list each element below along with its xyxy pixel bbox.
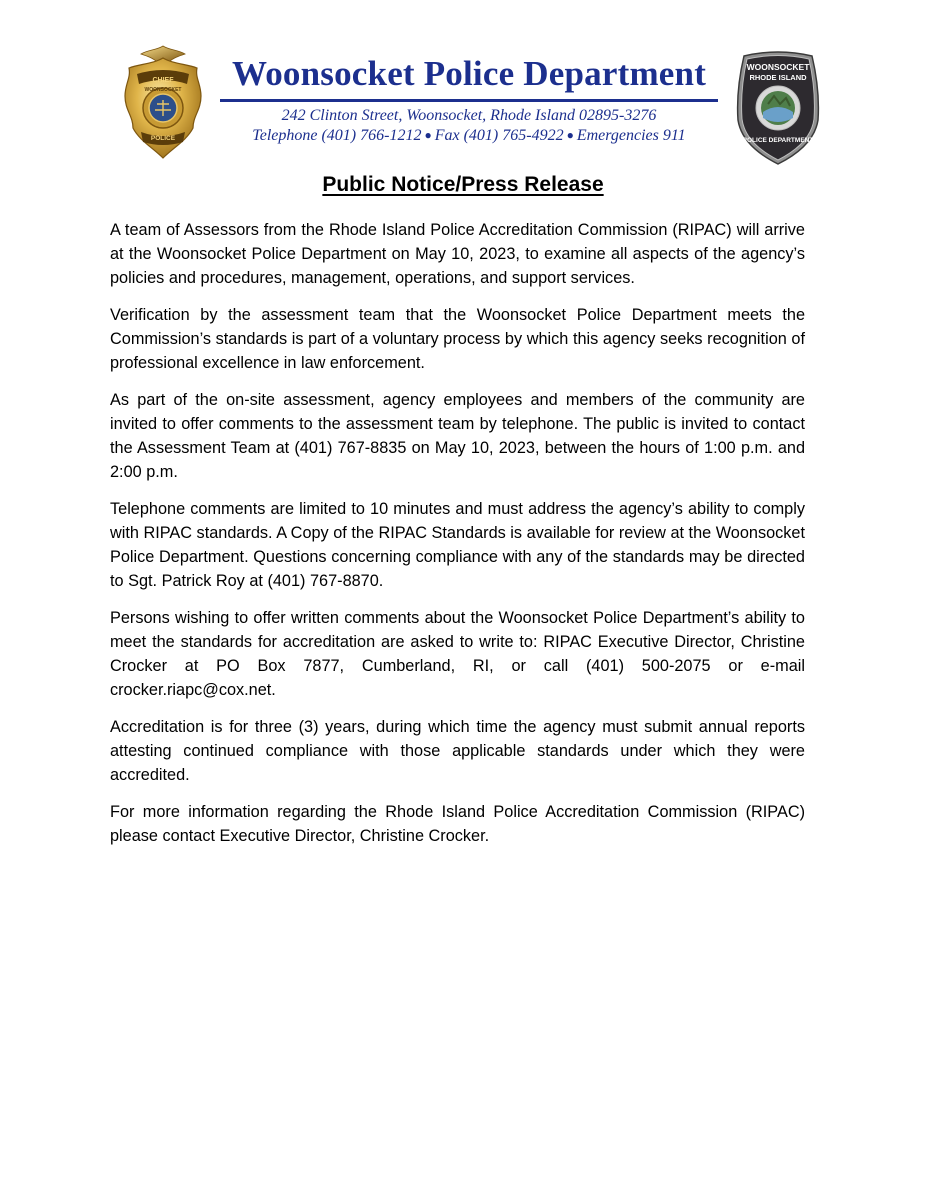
fax-number: Fax (401) 765-4922 — [434, 127, 564, 144]
chief-badge-logo — [117, 44, 209, 162]
telephone-number: Telephone (401) 766-1212 — [252, 127, 422, 144]
badge-ribbon-text: CHIEF — [152, 77, 174, 84]
body-paragraph: For more information regarding the Rhode Island Police Accreditation Commission (RIPAC) please contact Executive Director, Christine Crocker. — [110, 803, 805, 845]
body-paragraph: Telephone comments are limited to 10 minutes and must address the agency’s ability to comply with RIPAC standards. A Copy of the RIPAC Standards is available for review at the Woonsocket Police Department. Questions concerning compliance with any of the standards may be directed to Sgt. Patrick Roy at (401) 767-8870. — [110, 500, 806, 590]
badge-city-text: WOONSOCKET — [144, 87, 182, 93]
body-paragraph: As part of the on-site assessment, agency employees and members of the community are invited to offer comments to the assessment team by telephone. The public is invited to contact the Assessment Team at (401) 767-8835 on May 10, 2023, between the hours of 1:00 p.m. and 2:00 p.m. — [110, 391, 805, 481]
bullet-separator: ● — [566, 128, 574, 142]
body-paragraph: A team of Assessors from the Rhode Island Police Accreditation Commission (RIPAC) will arrive at the Woonsocket Police Department on May 10, 2023, to examine all aspects of the agency’s policies and procedures, management, operations, and support services. — [110, 221, 805, 287]
notice-title: Public Notice/Press Release — [322, 173, 604, 196]
contact-numbers — [218, 126, 720, 146]
header-divider — [220, 99, 718, 102]
body-paragraph: Persons wishing to offer written comments about the Woonsocket Police Department’s ability to meet the standards for accreditation are asked to write to: RIPAC Executive Director, Christine Crocker at PO Box 7877, Cumberland, RI, or call (401) 500-2075 or e-mail crocker.riapc@cox.net. — [110, 609, 805, 699]
patch-bottom-text: POLICE DEPARTMENT — [742, 137, 814, 144]
department-patch-logo — [734, 50, 822, 166]
body-paragraph: Accreditation is for three (3) years, during which time the agency must submit annual reports attesting continued compliance with those applicable standards under which they were accredited. — [110, 718, 805, 784]
badge-bottom-text: POLICE — [150, 135, 176, 142]
body-paragraph: Verification by the assessment team that the Woonsocket Police Department meets the Commission’s standards is part of a voluntary process by which this agency seeks recognition of professional excellence in law enforcement. — [110, 306, 805, 372]
patch-state-text: RHODE ISLAND — [749, 73, 807, 82]
notice-body — [110, 218, 805, 861]
department-name: Woonsocket Police Department — [231, 54, 707, 93]
patch-top-text: WOONSOCKET — [746, 62, 810, 72]
emergency-number: Emergencies 911 — [576, 127, 686, 144]
department-address: 242 Clinton Street, Woonsocket, Rhode Island 02895-3276 — [281, 107, 657, 124]
bullet-separator: ● — [424, 128, 432, 142]
